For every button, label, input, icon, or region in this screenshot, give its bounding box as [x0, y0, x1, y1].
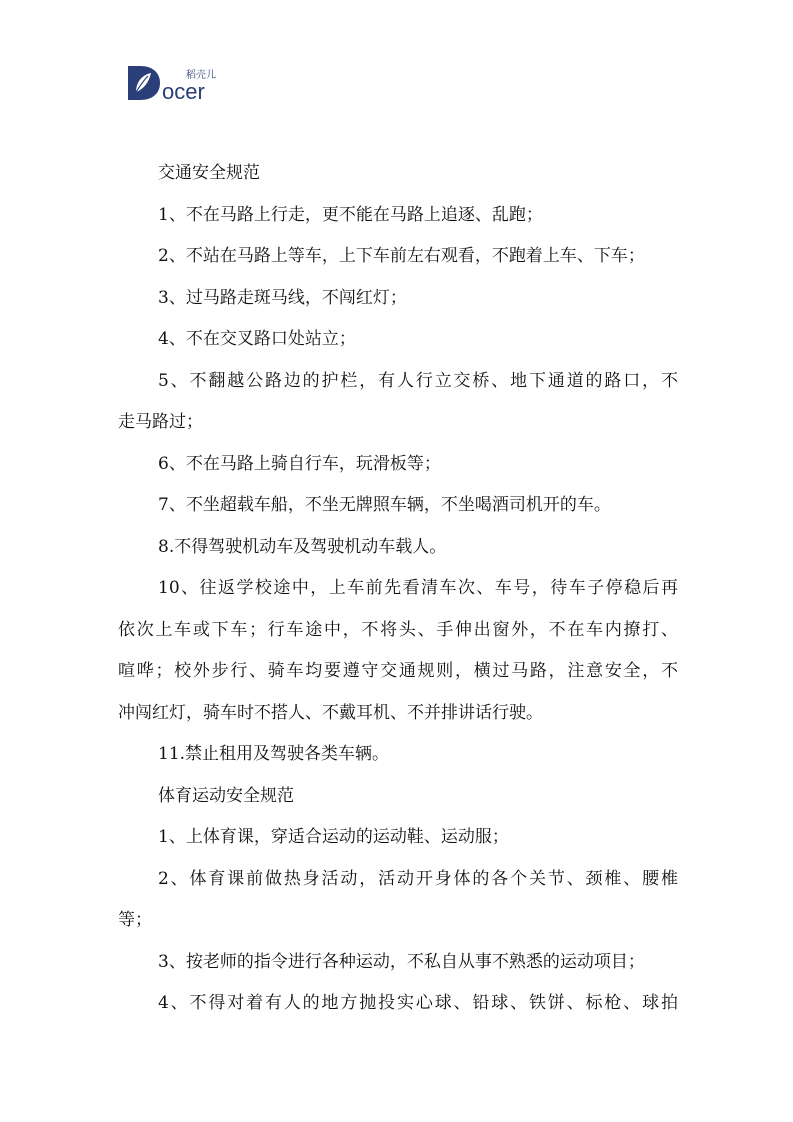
paragraph-line: 3、按老师的指令进行各种运动，不私自从事不熟悉的运动项目；	[158, 951, 645, 972]
paragraph-line: 10、往返学校途中，上车前先看清车次、车号，待车子停稳后再	[158, 578, 678, 598]
paragraph-line: 依次上车或下车；行车途中，不将头、手伸出窗外，不在车内撩打、	[118, 619, 678, 640]
paragraph-line: 6、不在马路上骑自行车，玩滑板等；	[158, 453, 441, 474]
paragraph-line: 3、过马路走斑马线，不闯红灯；	[158, 287, 407, 308]
svg-text:ocer: ocer	[162, 79, 205, 104]
paragraph-line: 2、不站在马路上等车，上下车前左右观看，不跑着上车、下车；	[158, 246, 645, 266]
paragraph-line: 体育运动安全规范	[158, 785, 294, 806]
paragraph-line: 5、不翻越公路边的护栏，有人行立交桥、地下通道的路口，不	[158, 370, 678, 391]
paragraph-line: 喧哗；校外步行、骑车均要遵守交通规则，横过马路，注意安全，不	[118, 661, 678, 681]
paragraph-line: 11.禁止租用及驾驶各类车辆。	[158, 744, 390, 764]
paragraph-line: 1、上体育课，穿适合运动的运动鞋、运动服；	[158, 827, 509, 847]
paragraph-line: 走马路过；	[118, 412, 203, 432]
docer-logo-graphic	[124, 62, 224, 104]
paragraph-line: 7、不坐超载车船，不坐无牌照车辆，不坐喝酒司机开的车。	[158, 495, 611, 515]
paragraph-line: 交通安全规范	[158, 163, 260, 183]
document-body	[118, 153, 678, 1025]
paragraph-line: 冲闯红灯，骑车时不搭人、不戴耳机、不并排讲话行驶。	[118, 702, 543, 723]
paragraph-line: 8.不得驾驶机动车及驾驶机动车载人。	[158, 536, 447, 557]
paragraph-line: 4、不得对着有人的地方抛投实心球、铅球、铁饼、标枪、球拍	[158, 993, 678, 1013]
paragraph-line: 等；	[118, 910, 152, 930]
svg-text:稻壳儿: 稻壳儿	[186, 70, 216, 81]
paragraph-line: 1、不在马路上行走，更不能在马路上追逐、乱跑；	[158, 204, 543, 225]
paragraph-line: 4、不在交叉路口处站立；	[158, 329, 356, 349]
paragraph-line: 2、体育课前做热身活动，活动开身体的各个关节、颈椎、腰椎	[158, 868, 678, 889]
docer-logo	[124, 62, 224, 104]
